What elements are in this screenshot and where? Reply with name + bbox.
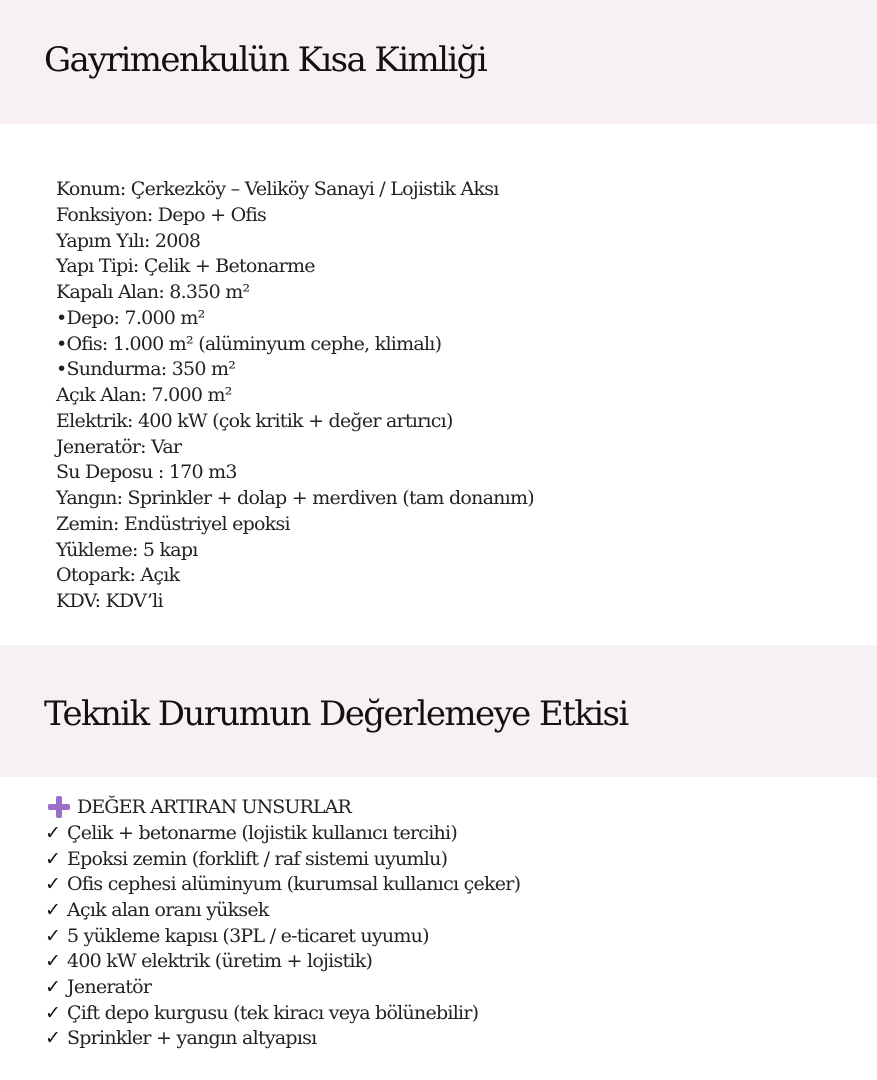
- list-item-label: Açık alan oranı yüksek: [67, 898, 269, 921]
- check-icon: ✓: [45, 847, 61, 870]
- check-icon: ✓: [45, 975, 61, 998]
- spec-fire-safety: Yangın: Sprinkler + dolap + merdiven (tam donanım): [56, 487, 534, 509]
- spec-vat: KDV: KDV’li: [56, 590, 163, 612]
- spec-water-tank: Su Deposu : 170 m3: [56, 461, 237, 484]
- value-increasing-heading: [44, 793, 520, 820]
- list-item-label: Jeneratör: [67, 975, 152, 998]
- list-item: [44, 923, 520, 949]
- spec-warehouse-area: •Depo: 7.000 m²: [56, 306, 205, 329]
- spec-canopy-area: •Sundurma: 350 m²: [56, 358, 236, 381]
- value-increasing-heading-label: DEĞER ARTIRAN UNSURLAR: [77, 795, 351, 818]
- list-item: [44, 948, 520, 974]
- section-title-technical-impact: Teknik Durumun Değerlemeye Etkisi: [44, 694, 628, 734]
- spec-electricity: Elektrik: 400 kW (çok kritik + değer artırıcı): [56, 409, 453, 432]
- spec-construction-year: Yapım Yılı: 2008: [56, 229, 201, 252]
- section-title-property-identity: Gayrimenkulün Kısa Kimliği: [44, 40, 487, 80]
- list-item-label: Çelik + betonarme (lojistik kullanıcı tercihi): [67, 821, 457, 844]
- spec-parking: Otopark: Açık: [56, 564, 180, 587]
- list-item: [44, 974, 520, 1000]
- value-increasing-factors: [44, 793, 520, 1051]
- check-icon: ✓: [45, 950, 61, 973]
- list-item-label: Sprinkler + yangın altyapısı: [67, 1027, 317, 1050]
- list-item: [44, 846, 520, 872]
- property-spec-list: [56, 177, 534, 615]
- list-item-label: Çift depo kurgusu (tek kiracı veya bölünebilir): [67, 1001, 479, 1024]
- list-item-label: 400 kW elektrik (üretim + lojistik): [67, 950, 373, 973]
- check-icon: ✓: [45, 873, 61, 896]
- spec-structure-type: Yapı Tipi: Çelik + Betonarme: [56, 255, 315, 278]
- list-item-label: Epoksi zemin (forklift / raf sistemi uyumlu): [67, 847, 448, 870]
- spec-function: Fonksiyon: Depo + Ofis: [56, 203, 267, 226]
- check-icon: ✓: [45, 898, 61, 921]
- list-item: [44, 1026, 520, 1052]
- spec-closed-area: Kapalı Alan: 8.350 m²: [56, 281, 250, 303]
- value-increasing-list: [44, 820, 520, 1051]
- list-item-label: Ofis cephesi alüminyum (kurumsal kullanıcı çeker): [67, 873, 521, 896]
- spec-open-area: Açık Alan: 7.000 m²: [56, 384, 232, 406]
- spec-office-area: •Ofis: 1.000 m² (alüminyum cephe, klimalı): [56, 332, 442, 355]
- list-item: [44, 1000, 520, 1026]
- plus-icon: [47, 795, 71, 819]
- check-icon: ✓: [45, 1001, 61, 1024]
- list-item: [44, 820, 520, 846]
- check-icon: ✓: [45, 924, 61, 947]
- spec-location: Konum: Çerkezköy – Veliköy Sanayi / Lojistik Aksı: [56, 178, 499, 200]
- spec-floor: Zemin: Endüstriyel epoksi: [56, 512, 290, 535]
- list-item: [44, 871, 520, 897]
- check-icon: ✓: [45, 1027, 61, 1050]
- spec-loading: Yükleme: 5 kapı: [56, 538, 198, 561]
- list-item: [44, 897, 520, 923]
- list-item-label: 5 yükleme kapısı (3PL / e-ticaret uyumu): [67, 924, 429, 947]
- check-icon: ✓: [45, 821, 61, 844]
- spec-generator: Jeneratör: Var: [56, 435, 182, 458]
